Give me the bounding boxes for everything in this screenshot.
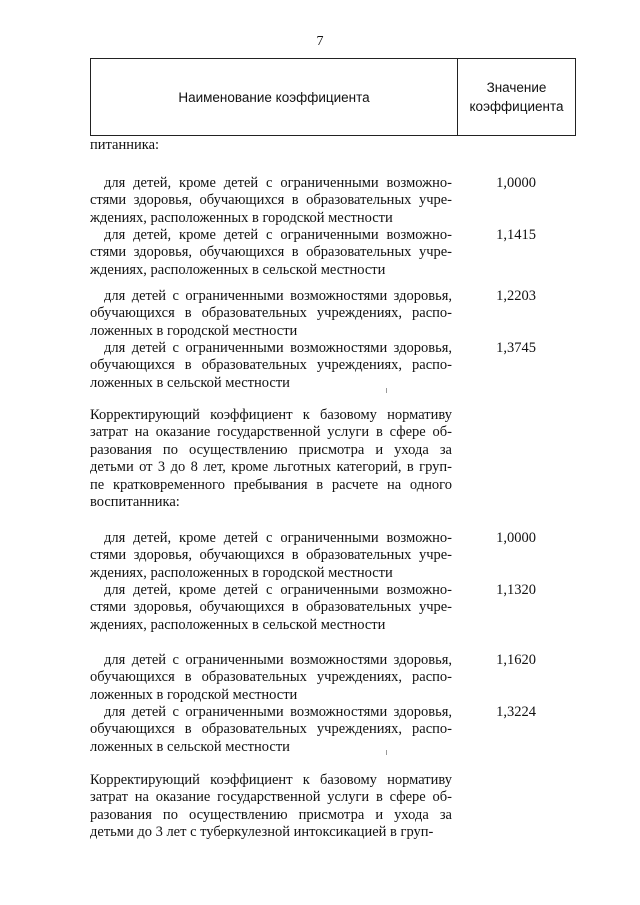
row-text-line: стями здоровья, обучающихся в образовательных учре- [90,244,452,261]
row-text-line: затрат на оказание государственной услуги в сфере об- [90,789,452,806]
table-row [90,530,452,582]
row-text-line: для детей, кроме детей с ограниченными возможно- [104,530,452,546]
row-text-line: для детей с ограниченными возможностями здоровья, [104,340,452,356]
table-row [90,288,452,340]
row-text-line: для детей, кроме детей с ограниченными возможно- [104,175,452,191]
table-header [90,58,576,136]
row-text-line: ждениях, расположенных в сельской местности [90,616,386,633]
table-row [90,175,452,227]
row-text-line: разования по осуществлению присмотра и ухода за [90,441,452,458]
table-row [90,340,452,392]
coefficient-value: 1,1415 [496,227,536,243]
row-text-line: ждениях, расположенных в сельской местности [90,261,386,278]
row-text-line: воспитанника: [90,493,180,510]
row-text-line: ждениях, расположенных в городской местности [90,209,393,226]
row-text-line: для детей с ограниченными возможностями здоровья, [104,652,452,668]
scan-mark [386,388,387,393]
coefficient-value: 1,1620 [496,652,536,668]
coefficient-value: 1,3224 [496,704,536,720]
column-header-value-label: Значение коэффициента [469,80,564,114]
table-row [90,582,452,634]
column-header-name [91,59,458,135]
table-row [90,137,452,154]
row-text-line: разования по осуществлению присмотра и ухода за [90,806,452,823]
coefficient-value: 1,3745 [496,340,536,356]
row-text-line: для детей с ограниченными возможностями здоровья, [104,704,452,720]
row-text-line: затрат на оказание государственной услуги в сфере об- [90,424,452,441]
row-text-line: стями здоровья, обучающихся в образовательных учре- [90,599,452,616]
row-text-line: обучающихся в образовательных учреждениях, распо- [90,305,452,322]
row-text-line: обучающихся в образовательных учреждениях, распо- [90,721,452,738]
coefficient-value: 1,2203 [496,288,536,304]
coefficient-value: 1,0000 [496,530,536,546]
row-text-line: питанника: [90,137,160,153]
row-text-line: обучающихся в образовательных учреждениях, распо- [90,669,452,686]
row-text-line: обучающихся в образовательных учреждениях, распо- [90,357,452,374]
column-header-value [458,59,575,135]
coefficient-value: 1,1320 [496,582,536,598]
row-text-line: пе кратковременного пребывания в расчете на одного [90,476,452,493]
row-text-line: ждениях, расположенных в городской местности [90,564,393,581]
row-text-line: ложенных в городской местности [90,686,298,703]
row-text-line: детьми от 3 до 8 лет, кроме льготных категорий, в груп- [90,459,452,476]
page-number: 7 [316,34,324,49]
row-text-line: детьми до 3 лет с туберкулезной интоксикацией в груп- [90,824,434,841]
row-text-line: для детей, кроме детей с ограниченными возможно- [104,582,452,598]
row-text-line: Корректирующий коэффициент к базовому нормативу [90,407,452,423]
table-row [90,227,452,279]
column-header-name-label: Наименование коэффициента [178,89,370,105]
row-text-line: ложенных в сельской местности [90,738,290,755]
row-text-line: ложенных в городской местности [90,322,298,339]
table-row [90,704,452,756]
coefficient-value: 1,0000 [496,175,536,191]
row-text-line: стями здоровья, обучающихся в образовательных учре- [90,547,452,564]
row-text-line: для детей с ограниченными возможностями здоровья, [104,288,452,304]
row-text-line: ложенных в сельской местности [90,374,290,391]
row-text-line: стями здоровья, обучающихся в образовательных учре- [90,192,452,209]
table-row [90,772,452,842]
table-row [90,407,452,511]
row-text-line: для детей, кроме детей с ограниченными возможно- [104,227,452,243]
row-text-line: Корректирующий коэффициент к базовому нормативу [90,772,452,788]
table-row [90,652,452,704]
scan-mark [386,750,387,755]
